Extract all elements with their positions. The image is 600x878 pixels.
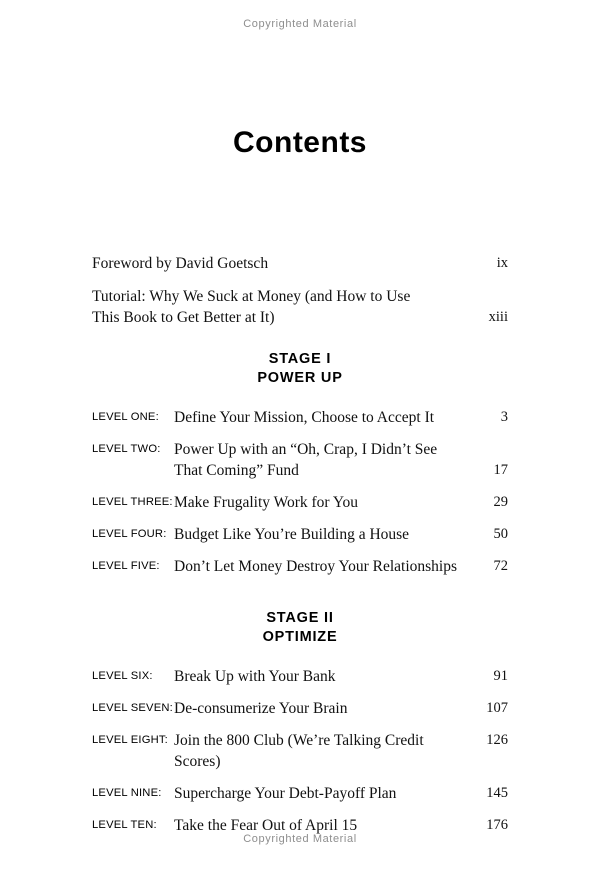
level-page: 145 xyxy=(486,785,508,801)
level-page: 107 xyxy=(486,700,508,716)
level-label: LEVEL EIGHT: xyxy=(92,734,168,746)
level-page: 3 xyxy=(500,409,508,425)
level-label: LEVEL TEN: xyxy=(92,819,157,831)
level-title: Supercharge Your Debt-Payoff Plan xyxy=(174,785,397,802)
toc-entry-page: xiii xyxy=(488,309,508,325)
level-page: 29 xyxy=(493,494,508,510)
toc-entry-level-nine xyxy=(92,783,508,804)
stage-heading-2 xyxy=(92,609,508,647)
stage-heading-1 xyxy=(92,350,508,388)
level-title: Define Your Mission, Choose to Accept It xyxy=(174,409,435,426)
stage-subtitle: OPTIMIZE xyxy=(262,629,338,645)
level-label: LEVEL SIX: xyxy=(92,670,153,682)
stage-name: STAGE I xyxy=(268,351,332,367)
level-label: LEVEL TWO: xyxy=(92,443,161,455)
toc-entry-label: Foreword by David Goetsch xyxy=(92,255,269,272)
stage-subtitle: POWER UP xyxy=(257,370,343,386)
level-label: LEVEL ONE: xyxy=(92,411,159,423)
level-page: 72 xyxy=(493,558,508,574)
copyright-watermark-bottom: Copyrighted Material xyxy=(243,833,357,845)
level-title-line2: That Coming” Fund xyxy=(174,462,299,479)
toc-entry-level-eight xyxy=(92,730,508,772)
toc-entry-label-line1: Tutorial: Why We Suck at Money (and How to Use xyxy=(92,288,411,305)
copyright-watermark-top: Copyrighted Material xyxy=(243,18,357,30)
toc-entry-level-five xyxy=(92,556,508,577)
level-title-line1: Power Up with an “Oh, Crap, I Didn’t See xyxy=(174,441,438,458)
toc-entry-level-one xyxy=(92,407,508,428)
stage-name: STAGE II xyxy=(266,610,334,626)
toc-entry-label xyxy=(92,286,474,328)
toc-entry-tutorial xyxy=(92,286,508,328)
toc-entry-level-six xyxy=(92,666,508,687)
level-title: Take the Fear Out of April 15 xyxy=(174,817,358,834)
level-label: LEVEL SEVEN: xyxy=(92,702,173,714)
level-page: 50 xyxy=(493,526,508,542)
toc-entry-label-line2: This Book to Get Better at It) xyxy=(92,309,275,326)
contents-list xyxy=(92,253,508,847)
level-page: 176 xyxy=(486,817,508,833)
level-title: Budget Like You’re Building a House xyxy=(174,526,410,543)
level-label: LEVEL FOUR: xyxy=(92,528,167,540)
level-page: 91 xyxy=(493,668,508,684)
toc-entry-level-two xyxy=(92,439,508,481)
level-page: 126 xyxy=(486,732,508,748)
toc-entry-level-seven xyxy=(92,698,508,719)
level-title: Don’t Let Money Destroy Your Relationships xyxy=(174,558,458,575)
level-page: 17 xyxy=(493,462,508,478)
level-title: De-consumerize Your Brain xyxy=(174,700,348,717)
level-title: Break Up with Your Bank xyxy=(174,668,336,685)
page-title: Contents xyxy=(233,126,367,159)
level-label: LEVEL NINE: xyxy=(92,787,162,799)
toc-entry-page: ix xyxy=(496,255,508,271)
level-title: Join the 800 Club (We’re Talking Credit Scores) xyxy=(174,732,424,770)
level-title xyxy=(174,439,474,481)
toc-entry-foreword xyxy=(92,253,508,274)
toc-entry-level-three xyxy=(92,492,508,513)
toc-entry-level-four xyxy=(92,524,508,545)
level-label: LEVEL FIVE: xyxy=(92,560,160,572)
level-title: Make Frugality Work for You xyxy=(174,494,359,511)
level-label: LEVEL THREE: xyxy=(92,496,173,508)
